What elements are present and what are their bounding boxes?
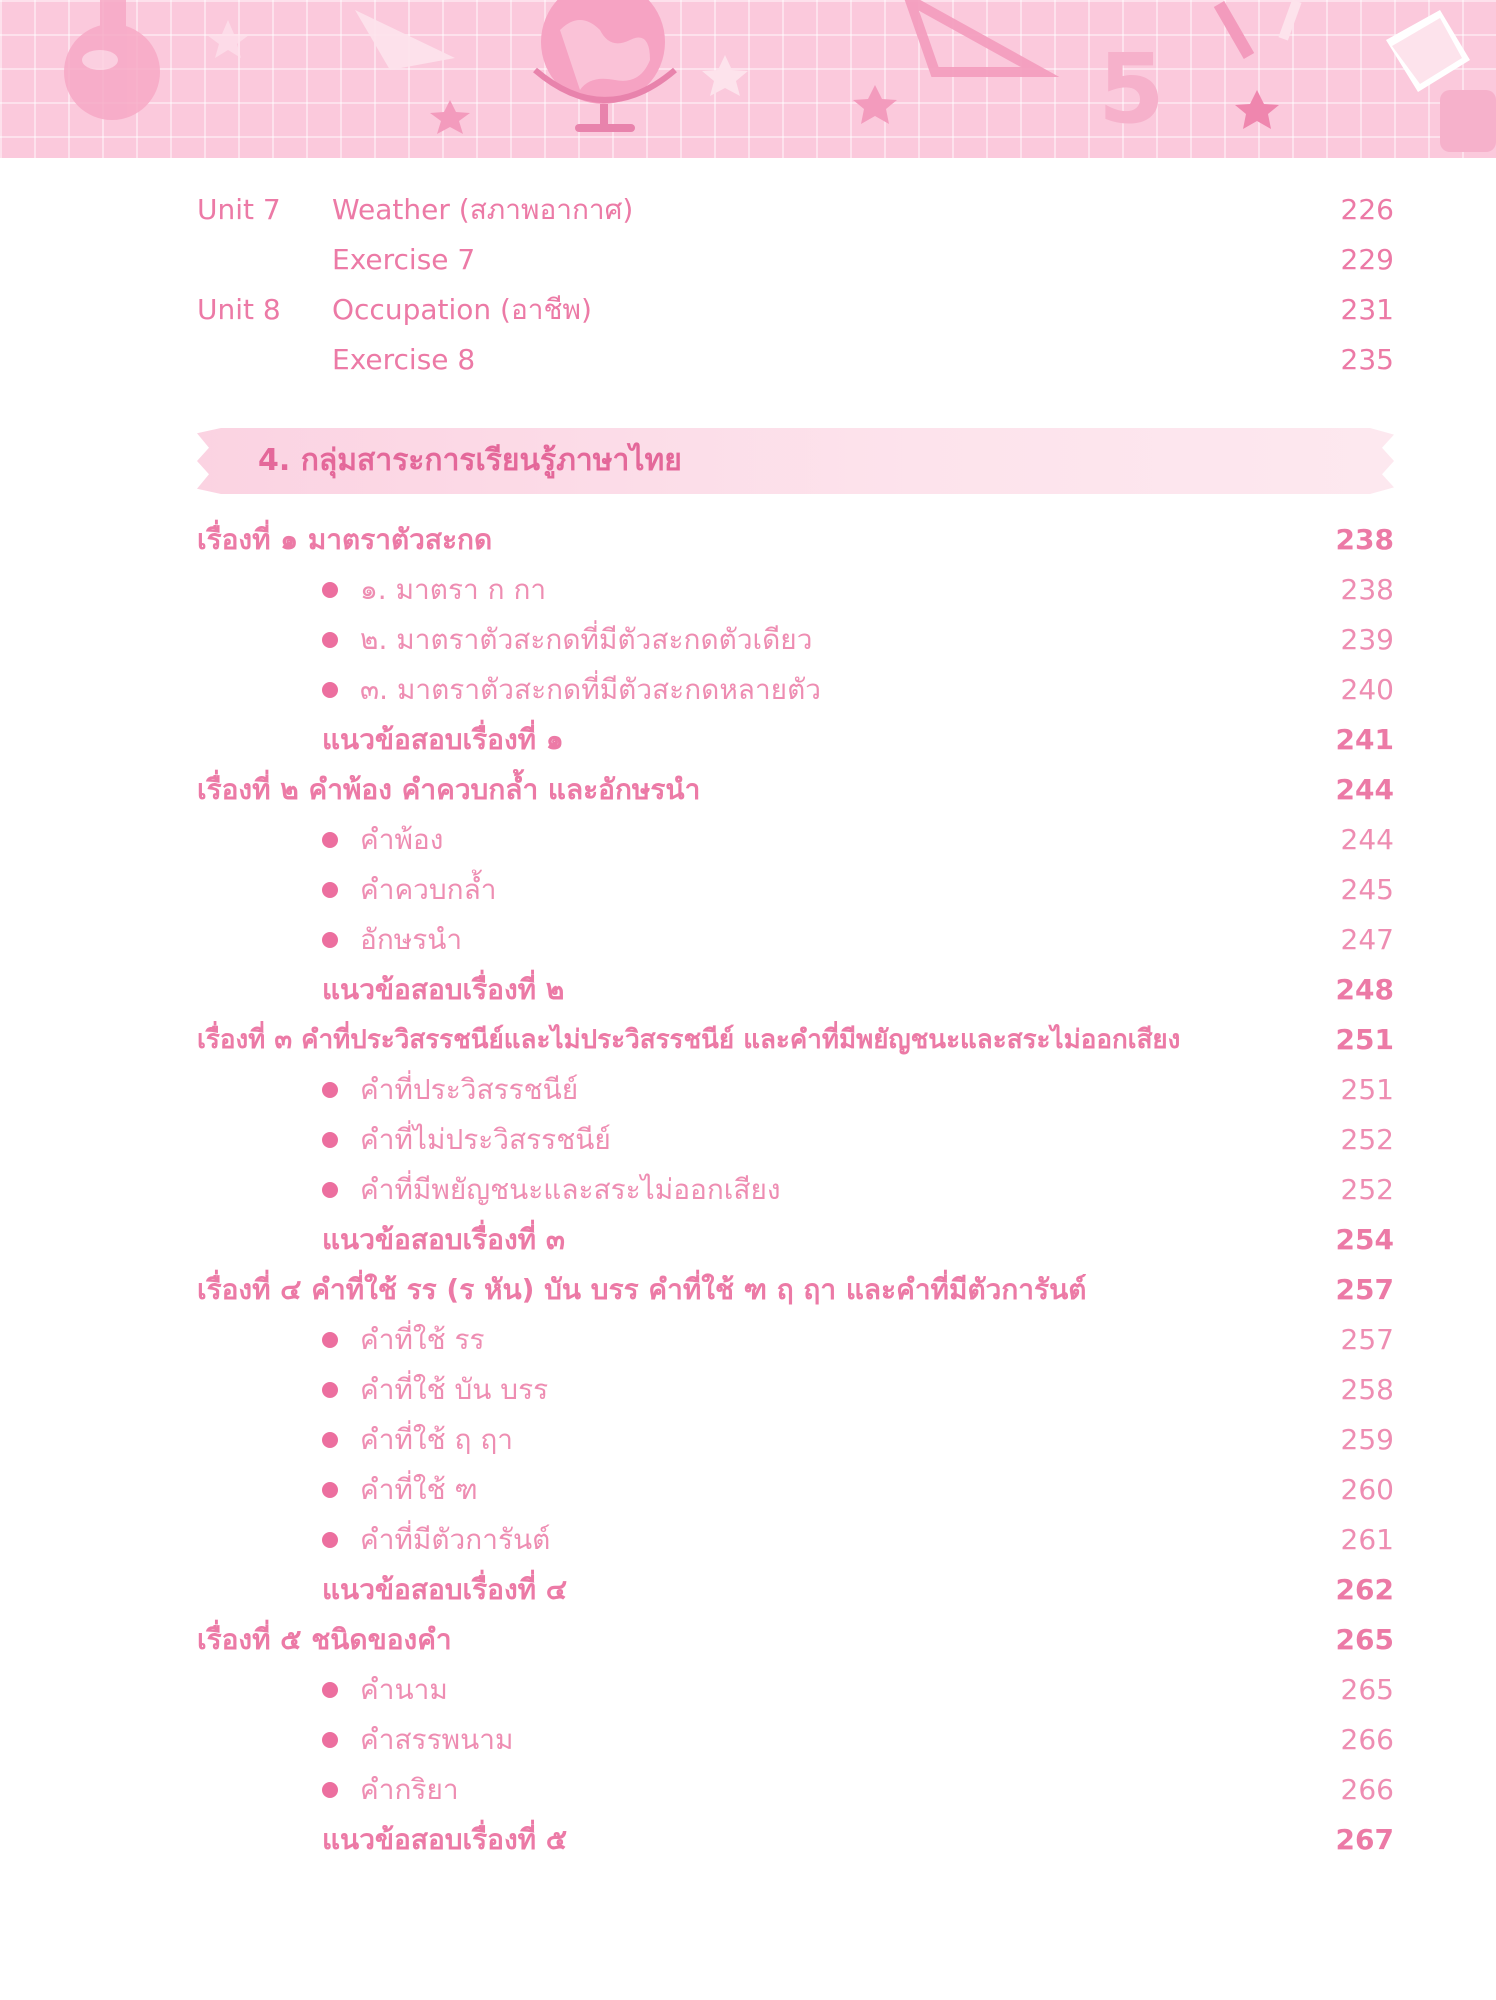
page-number: 252: [1340, 1123, 1394, 1156]
page-number: 235: [1340, 343, 1394, 376]
book-icon: [1386, 10, 1496, 152]
bullet-icon: [322, 1532, 338, 1548]
toc-row-subtopic[interactable]: [0, 618, 1496, 662]
bullet-icon: [322, 1082, 338, 1098]
bullet-icon: [322, 1782, 338, 1798]
bullet-icon: [322, 1432, 338, 1448]
page-number: 252: [1340, 1173, 1394, 1206]
page-number: 238: [1340, 573, 1394, 606]
topic-title: เรื่องที่ ๓ คำที่ประวิสรรชนีย์และไม่ประวิสรรชนีย์ และคำที่มีพยัญชนะและสระไม่ออกเสียง: [197, 1025, 1181, 1055]
subtopic-title: คำที่ใช้ ฑ: [360, 1473, 478, 1506]
unit-number: Unit 8: [197, 293, 281, 326]
toc-row-topic-4[interactable]: [0, 1268, 1496, 1312]
page-number: 229: [1340, 243, 1394, 276]
toc-row-unit-7[interactable]: [0, 188, 1496, 232]
page-number: 258: [1340, 1373, 1394, 1406]
number-five-decoration: 5: [1098, 33, 1165, 145]
toc-row-subtopic[interactable]: [0, 1168, 1496, 1212]
subtopic-title: คำพ้อง: [360, 823, 444, 856]
bullet-icon: [322, 882, 338, 898]
page-number: 254: [1335, 1223, 1394, 1256]
subtopic-title: คำควบกล้ำ: [360, 873, 497, 906]
toc-row-exam-3[interactable]: [0, 1218, 1496, 1262]
page-number: 266: [1340, 1773, 1394, 1806]
exercise-title: Exercise 8: [332, 343, 476, 376]
exam-title: แนวข้อสอบเรื่องที่ ๔: [322, 1573, 568, 1606]
bullet-icon: [322, 932, 338, 948]
subtopic-title: คำสรรพนาม: [360, 1723, 514, 1756]
star-icon: [207, 20, 249, 58]
subtopic-title: ๑. มาตรา ก กา: [360, 573, 547, 606]
page-number: 244: [1340, 823, 1394, 856]
page-number: 266: [1340, 1723, 1394, 1756]
page-number: 267: [1335, 1823, 1394, 1856]
globe-icon: [535, 0, 675, 132]
bullet-icon: [322, 1132, 338, 1148]
toc-row-topic-2[interactable]: [0, 768, 1496, 812]
star-icon: [853, 85, 897, 124]
toc-row-topic-1[interactable]: [0, 518, 1496, 562]
page-number: 231: [1340, 293, 1394, 326]
page-number: 265: [1340, 1673, 1394, 1706]
header-decoration: [0, 0, 1496, 158]
exam-title: แนวข้อสอบเรื่องที่ ๑: [322, 723, 564, 756]
page-number: 262: [1335, 1573, 1394, 1606]
pencil-icon: [1214, 1, 1254, 59]
toc-row-topic-3[interactable]: [0, 1018, 1496, 1062]
bullet-icon: [322, 1332, 338, 1348]
page-number: 251: [1340, 1073, 1394, 1106]
page-number: 257: [1335, 1273, 1394, 1306]
page-number: 238: [1335, 523, 1394, 556]
page-number: 257: [1340, 1323, 1394, 1356]
subtopic-title: คำที่มีพยัญชนะและสระไม่ออกเสียง: [360, 1173, 781, 1206]
toc-row-subtopic[interactable]: [0, 1118, 1496, 1162]
page-number: 261: [1340, 1523, 1394, 1556]
page-number: 247: [1340, 923, 1394, 956]
toc-row-exercise-7[interactable]: [0, 238, 1496, 282]
toc-row-subtopic[interactable]: [0, 568, 1496, 612]
bullet-icon: [322, 682, 338, 698]
page-number: 248: [1335, 973, 1394, 1006]
section-title: 4. กลุ่มสาระการเรียนรู้ภาษาไทย: [258, 443, 682, 478]
page-number: 244: [1335, 773, 1394, 806]
subtopic-title: คำนาม: [360, 1673, 448, 1706]
flask-icon: [64, 0, 160, 120]
paper-plane-icon: [355, 10, 455, 70]
toc-row-subtopic[interactable]: [0, 1418, 1496, 1462]
toc-row-subtopic[interactable]: [0, 1368, 1496, 1412]
bullet-icon: [322, 1382, 338, 1398]
toc-row-exam-4[interactable]: [0, 1568, 1496, 1612]
exam-title: แนวข้อสอบเรื่องที่ ๓: [322, 1223, 565, 1256]
toc-row-subtopic[interactable]: [0, 1318, 1496, 1362]
exam-title: แนวข้อสอบเรื่องที่ ๒: [322, 973, 565, 1006]
bullet-icon: [322, 582, 338, 598]
subtopic-title: คำที่ประวิสรรชนีย์: [360, 1073, 579, 1106]
topic-title: เรื่องที่ ๑ มาตราตัวสะกด: [197, 523, 493, 556]
topic-title: เรื่องที่ ๒ คำพ้อง คำควบกล้ำ และอักษรนำ: [197, 773, 701, 806]
page-number: 239: [1340, 623, 1394, 656]
unit-number: Unit 7: [197, 193, 281, 226]
unit-title: Weather (สภาพอากาศ): [332, 193, 634, 226]
toc-row-exam-1[interactable]: [0, 718, 1496, 762]
toc-row-subtopic[interactable]: [0, 818, 1496, 862]
subtopic-title: คำที่ไม่ประวิสรรชนีย์: [360, 1123, 611, 1156]
page-number: 240: [1340, 673, 1394, 706]
toc-row-subtopic[interactable]: [0, 1068, 1496, 1112]
page-number: 226: [1340, 193, 1394, 226]
page-number: 251: [1335, 1023, 1394, 1056]
exam-title: แนวข้อสอบเรื่องที่ ๕: [322, 1823, 568, 1856]
bullet-icon: [322, 1682, 338, 1698]
bullet-icon: [322, 1732, 338, 1748]
toc-row-subtopic[interactable]: [0, 918, 1496, 962]
bullet-icon: [322, 632, 338, 648]
toc-row-subtopic[interactable]: [0, 1668, 1496, 1712]
toc-row-subtopic[interactable]: [0, 1768, 1496, 1812]
subtopic-title: คำที่ใช้ ฤ ฤา: [360, 1423, 514, 1456]
page-number: 245: [1340, 873, 1394, 906]
toc-row-subtopic[interactable]: [0, 1718, 1496, 1762]
page-number: 265: [1335, 1623, 1394, 1656]
subtopic-title: คำที่ใช้ รร: [360, 1323, 485, 1356]
bullet-icon: [322, 1482, 338, 1498]
subtopic-title: คำที่มีตัวการันต์: [360, 1523, 551, 1556]
topic-title: เรื่องที่ ๔ คำที่ใช้ รร (ร หัน) บัน บรร คำที่ใช้ ฑ ฤ ฤา และคำที่มีตัวการันต์: [197, 1273, 1087, 1306]
subtopic-title: อักษรนำ: [360, 923, 463, 956]
toc-row-topic-5[interactable]: [0, 1618, 1496, 1662]
topic-title: เรื่องที่ ๕ ชนิดของคำ: [197, 1623, 452, 1656]
star-icon: [1235, 90, 1279, 129]
toc-row-exercise-8[interactable]: [0, 338, 1496, 382]
bullet-icon: [322, 832, 338, 848]
toc-row-exam-5[interactable]: [0, 1818, 1496, 1862]
toc-row-subtopic[interactable]: [0, 1518, 1496, 1562]
page-number: 259: [1340, 1423, 1394, 1456]
header-banner: [0, 0, 1496, 158]
page-number: 260: [1340, 1473, 1394, 1506]
triangle-ruler-icon: [910, 0, 1040, 72]
toc-row-unit-8[interactable]: [0, 288, 1496, 332]
subtopic-title: คำที่ใช้ บัน บรร: [360, 1373, 549, 1406]
subtopic-title: ๒. มาตราตัวสะกดที่มีตัวสะกดตัวเดียว: [360, 623, 813, 656]
star-icon: [430, 100, 470, 134]
toc-row-subtopic[interactable]: [0, 1468, 1496, 1512]
toc-row-subtopic[interactable]: [0, 668, 1496, 712]
toc-row-subtopic[interactable]: [0, 868, 1496, 912]
toc-row-exam-2[interactable]: [0, 968, 1496, 1012]
subtopic-title: คำกริยา: [360, 1773, 459, 1806]
subtopic-title: ๓. มาตราตัวสะกดที่มีตัวสะกดหลายตัว: [360, 673, 821, 706]
pencil-icon: [1278, 0, 1301, 41]
star-icon: [702, 55, 748, 96]
unit-title: Occupation (อาชีพ): [332, 293, 592, 326]
exercise-title: Exercise 7: [332, 243, 476, 276]
page-number: 241: [1335, 723, 1394, 756]
bullet-icon: [322, 1182, 338, 1198]
